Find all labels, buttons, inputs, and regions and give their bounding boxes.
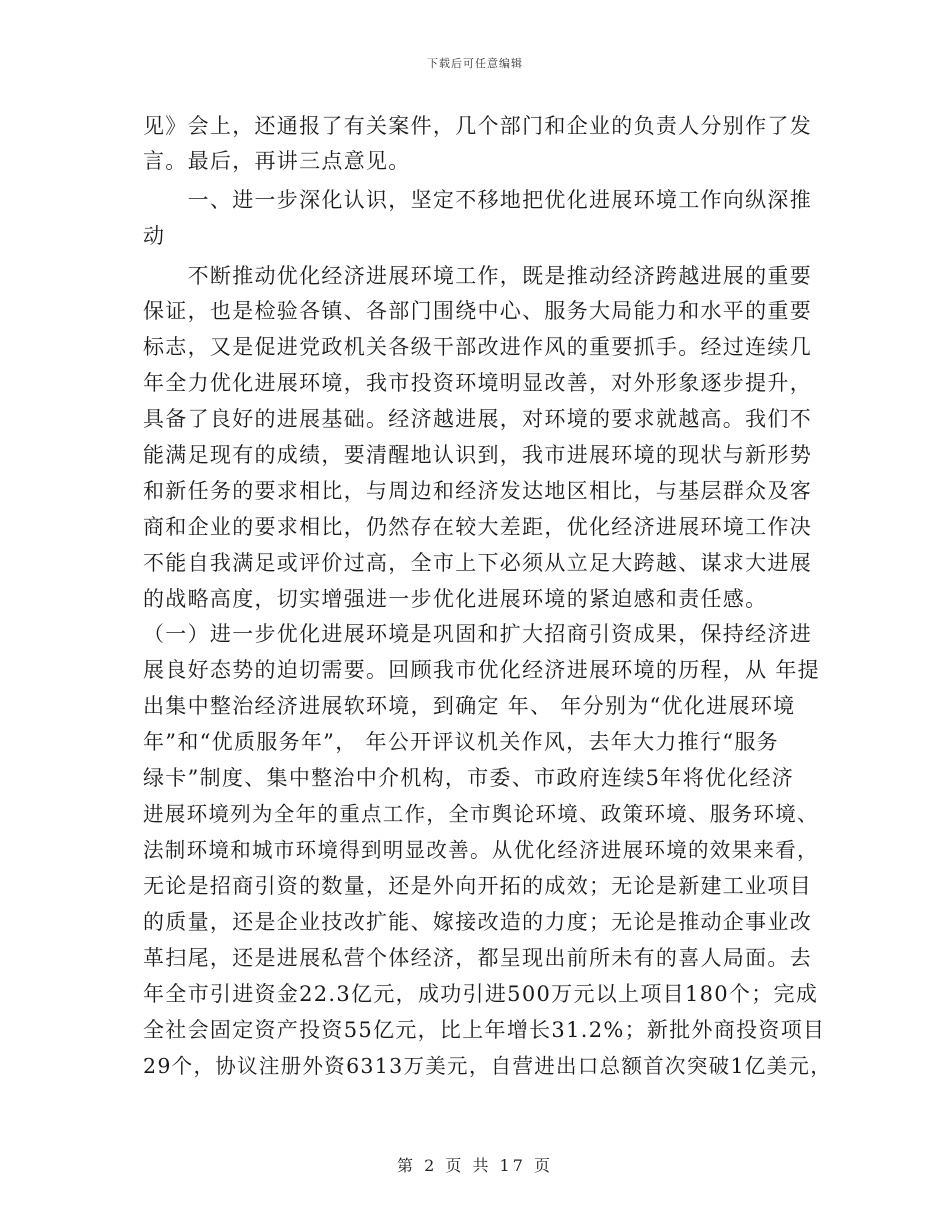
text-line: 商和企业的要求相比，仍然存在较大差距，优化经济进展环境工作决	[143, 515, 812, 539]
text-line: 绿卡”制度、集中整治中介机构，市委、市政府连续5年将优化经济	[143, 766, 795, 790]
page-footer: 第 2 页 共 17 页	[397, 1156, 553, 1175]
text-line: 年全市引进资金22.3亿元，成功引进500万元以上项目180个；完成	[143, 982, 819, 1006]
text-line: 进展环境列为全年的重点工作，全市舆论环境、政策环境、服务环境、	[143, 802, 819, 826]
page-header: 下载后可任意编辑	[427, 57, 523, 70]
text-line: 展良好态势的迫切需要。回顾我市优化经济进展环境的历程，从 年提	[143, 658, 820, 682]
text-line: 29个，协议注册外资6313万美元，自营进出口总额首次突破1亿美元，	[143, 1054, 832, 1078]
text-line: 和新任务的要求相比，与周边和经济发达地区相比，与基层群众及客	[143, 479, 812, 503]
text-line: 的战略高度，切实增强进一步优化进展环境的紧迫感和责任感。	[143, 587, 768, 611]
text-line: 见》会上，还通报了有关案件，几个部门和企业的负责人分别作了发	[143, 114, 812, 138]
text-line: 年全力优化进展环境，我市投资环境明显改善，对外形象逐步提升，	[143, 371, 812, 395]
section-heading: 一、进一步深化认识，坚定不移地把优化进展环境工作向纵深推	[143, 188, 812, 212]
text-line: 无论是招商引资的数量，还是外向开拓的成效；无论是新建工业项目	[143, 874, 812, 898]
text-line: 不断推动优化经济进展环境工作，既是推动经济跨越进展的重要	[143, 264, 812, 288]
text-line: 法制环境和城市环境得到明显改善。从优化经济进展环境的效果来看，	[143, 838, 819, 862]
section-heading: 动	[143, 224, 166, 248]
text-line: 全社会固定资产投资55亿元，比上年增长31.2%；新批外商投资项目	[143, 1018, 826, 1042]
text-line: 不能自我满足或评价过高，全市上下必须从立足大跨越、谋求大进展	[143, 551, 812, 575]
text-line: 年”和“优质服务年”， 年公开评议机关作风，去年大力推行“服务	[143, 730, 779, 754]
text-line: 具备了良好的进展基础。经济越进展，对环境的要求就越高。我们不	[143, 407, 812, 431]
text-line: 出集中整治经济进展软环境，到确定 年、 年分别为“优化进展环境	[143, 694, 796, 718]
text-line: 的质量，还是企业技改扩能、嫁接改造的力度；无论是推动企事业改	[143, 910, 812, 934]
subsection-heading: （一）进一步优化进展环境是巩固和扩大招商引资成果，保持经济进	[143, 622, 812, 646]
text-line: 能满足现有的成绩，要清醒地认识到，我市进展环境的现状与新形势	[143, 443, 812, 467]
text-line: 标志，又是促进党政机关各级干部改进作风的重要抓手。经过连续几	[143, 335, 812, 359]
text-line: 言。最后，再讲三点意见。	[143, 149, 411, 173]
text-line: 革扫尾，还是进展私营个体经济，都呈现出前所未有的喜人局面。去	[143, 946, 812, 970]
text-line: 保证，也是检验各镇、各部门围绕中心、服务大局能力和水平的重要	[143, 299, 812, 323]
